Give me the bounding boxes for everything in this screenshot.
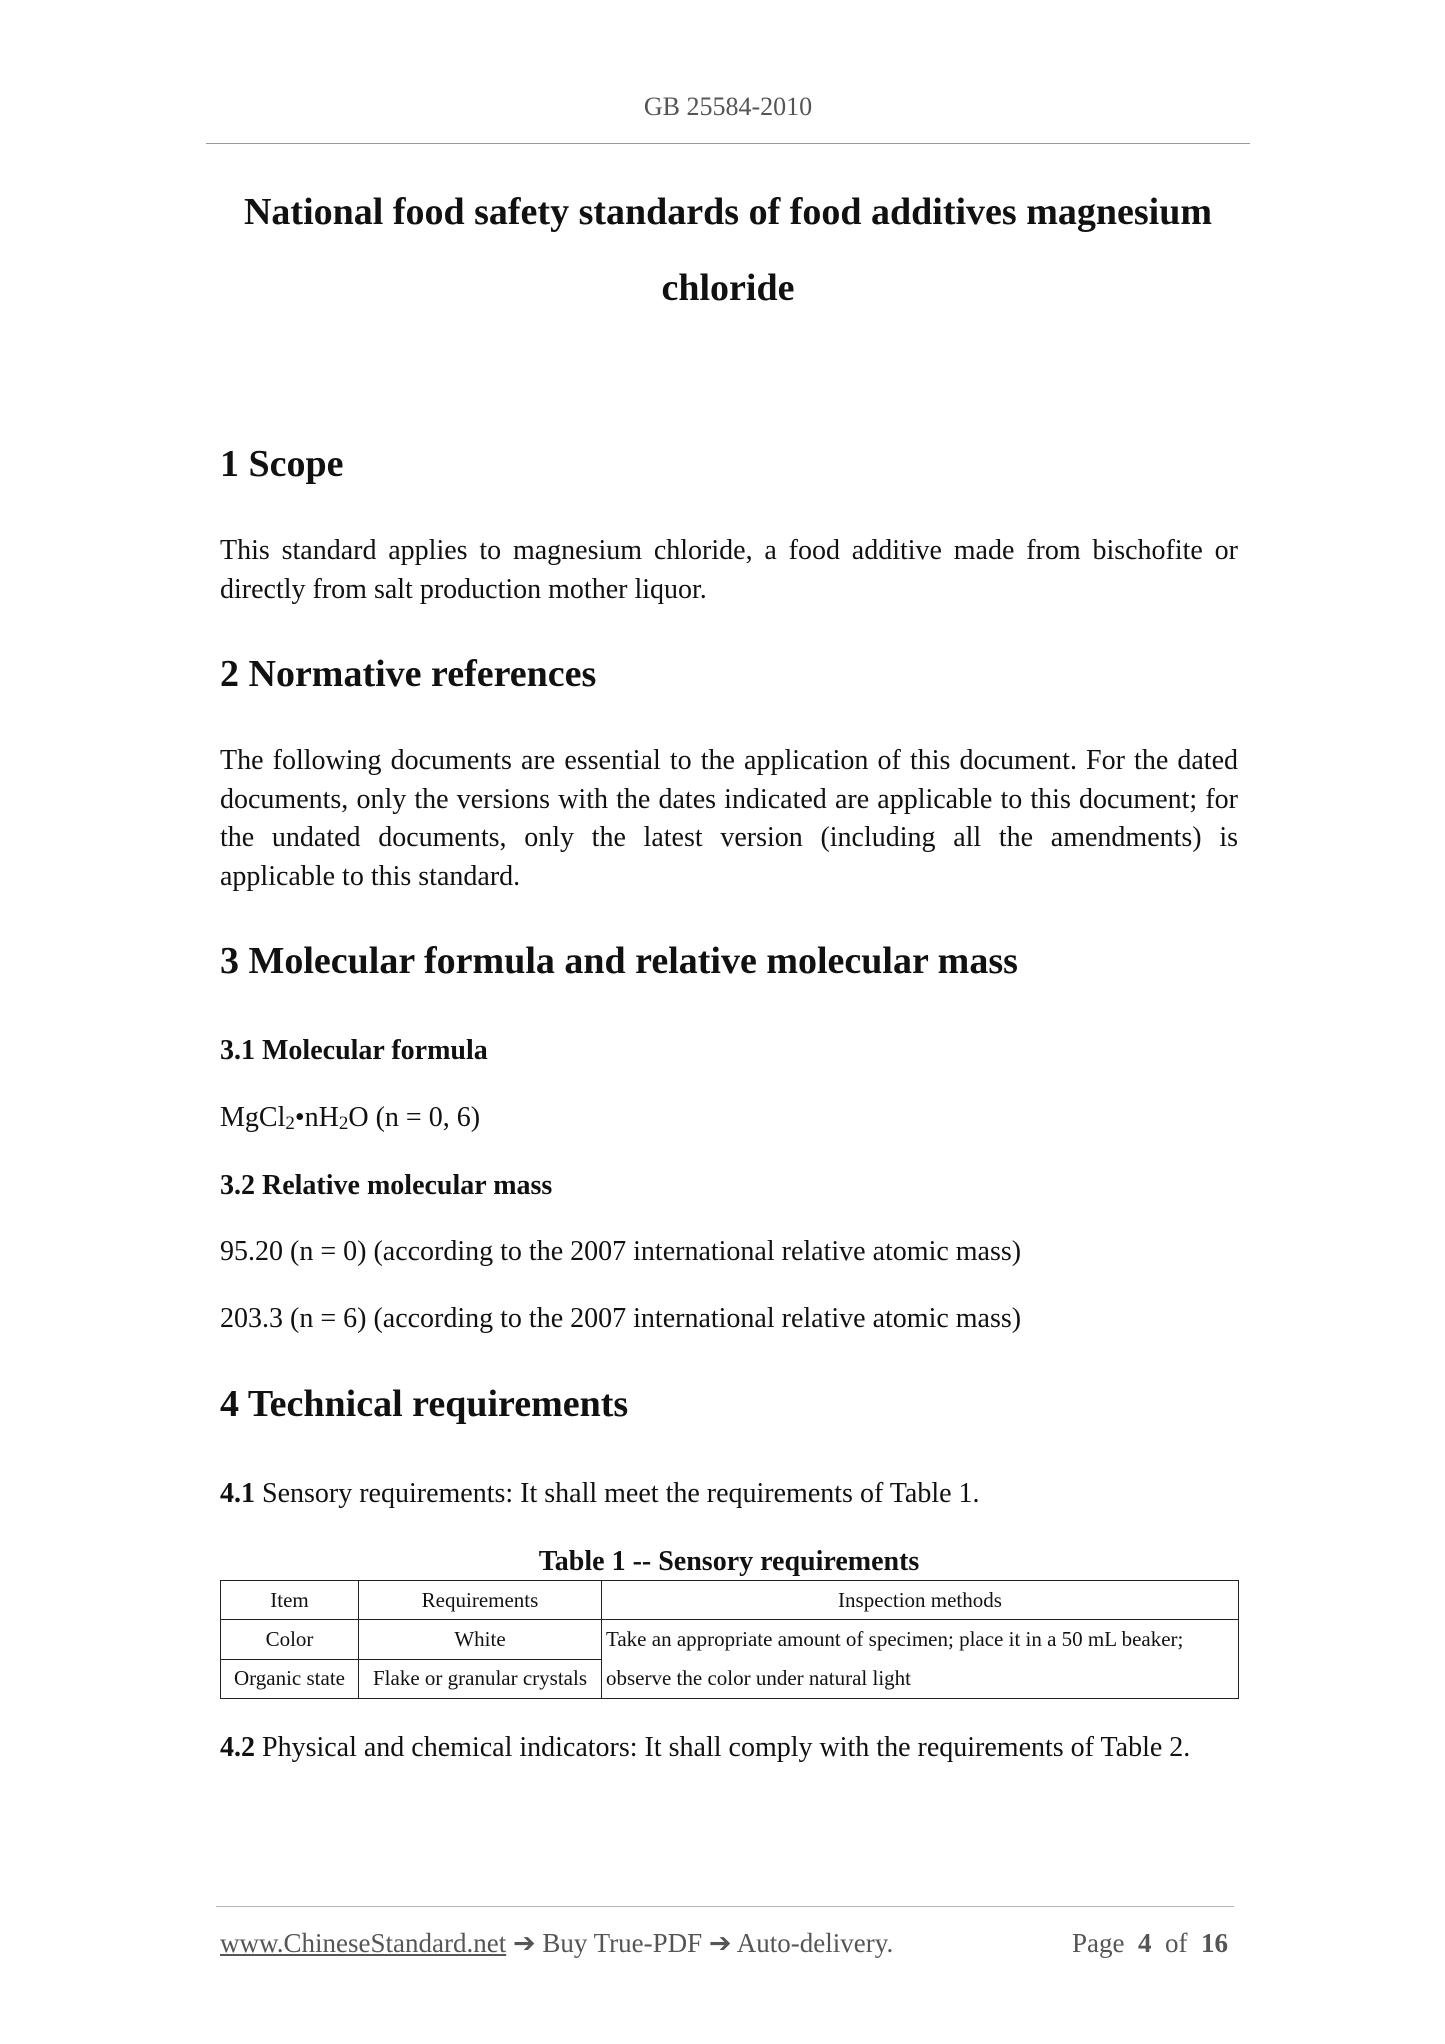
- site-link[interactable]: www.ChineseStandard.net: [220, 1928, 507, 1958]
- arrow-right-icon: ➔: [708, 1928, 732, 1958]
- document-title-line2: chloride: [661, 267, 795, 309]
- requirement-4-1: 4.1 Sensory requirements: It shall meet the requirements of Table 1.: [220, 1478, 980, 1509]
- arrow-right-icon: ➔: [512, 1928, 536, 1958]
- table-header-row: [221, 1581, 1239, 1620]
- table-header-cell: Item: [221, 1581, 359, 1620]
- table-header-cell: Requirements: [359, 1581, 602, 1620]
- table-cell: Organic state: [221, 1659, 359, 1699]
- document-title-line1: National food safety standards of food additives magnesium: [243, 191, 1213, 233]
- page-number: Page 4 of 16: [1072, 1928, 1228, 1958]
- molecular-mass-n0: 95.20 (n = 0) (according to the 2007 international relative atomic mass): [220, 1236, 1022, 1267]
- header-divider: [206, 143, 1250, 144]
- page-header: GB 25584-2010: [643, 92, 813, 121]
- table-1-caption: Table 1 -- Sensory requirements: [538, 1546, 920, 1577]
- table-cell: White: [359, 1620, 602, 1660]
- table-header-cell: Inspection methods: [602, 1581, 1239, 1620]
- section-2-heading: 2 Normative references: [220, 653, 597, 695]
- requirement-4-2: 4.2 Physical and chemical indicators: It shall comply with the requirements of Table 2.: [220, 1732, 1191, 1763]
- molecular-formula: $MgCl_2•nH_2O$ (n = 0, 6): [220, 1102, 481, 1134]
- table-cell-inspection-method: Take an appropriate amount of specimen; place it in a 50 mL beaker; observe the color under natural light: [602, 1620, 1239, 1699]
- section-3-heading: 3 Molecular formula and relative molecular mass: [220, 940, 1018, 982]
- table-cell: Flake or granular crystals: [359, 1659, 602, 1699]
- table-cell: Color: [221, 1620, 359, 1660]
- section-1-heading: 1 Scope: [220, 443, 344, 485]
- footer-divider: [216, 1906, 1234, 1907]
- sensory-requirements-table: [220, 1580, 1239, 1699]
- section-1-text: This standard applies to magnesium chloride, a food additive made from bischofite or directly from salt production mother liquor.: [220, 535, 1238, 605]
- subsection-3-2-heading: 3.2 Relative molecular mass: [220, 1170, 553, 1201]
- molecular-mass-n6: 203.3 (n = 6) (according to the 2007 international relative atomic mass): [220, 1303, 1022, 1334]
- footer-promo: www.ChineseStandard.net ➔ Buy True-PDF ➔ Auto-delivery.: [220, 1928, 894, 1958]
- subsection-3-1-heading: 3.1 Molecular formula: [220, 1035, 488, 1066]
- table-row: [221, 1620, 1239, 1660]
- section-4-heading: 4 Technical requirements: [220, 1383, 629, 1425]
- section-2-text: The following documents are essential to the application of this document. For the dated documents, only the versions with the dates indicated are applicable to this document; for the undated documents, only the latest version (including all the amendments) is applicable to this standard.: [220, 745, 1238, 892]
